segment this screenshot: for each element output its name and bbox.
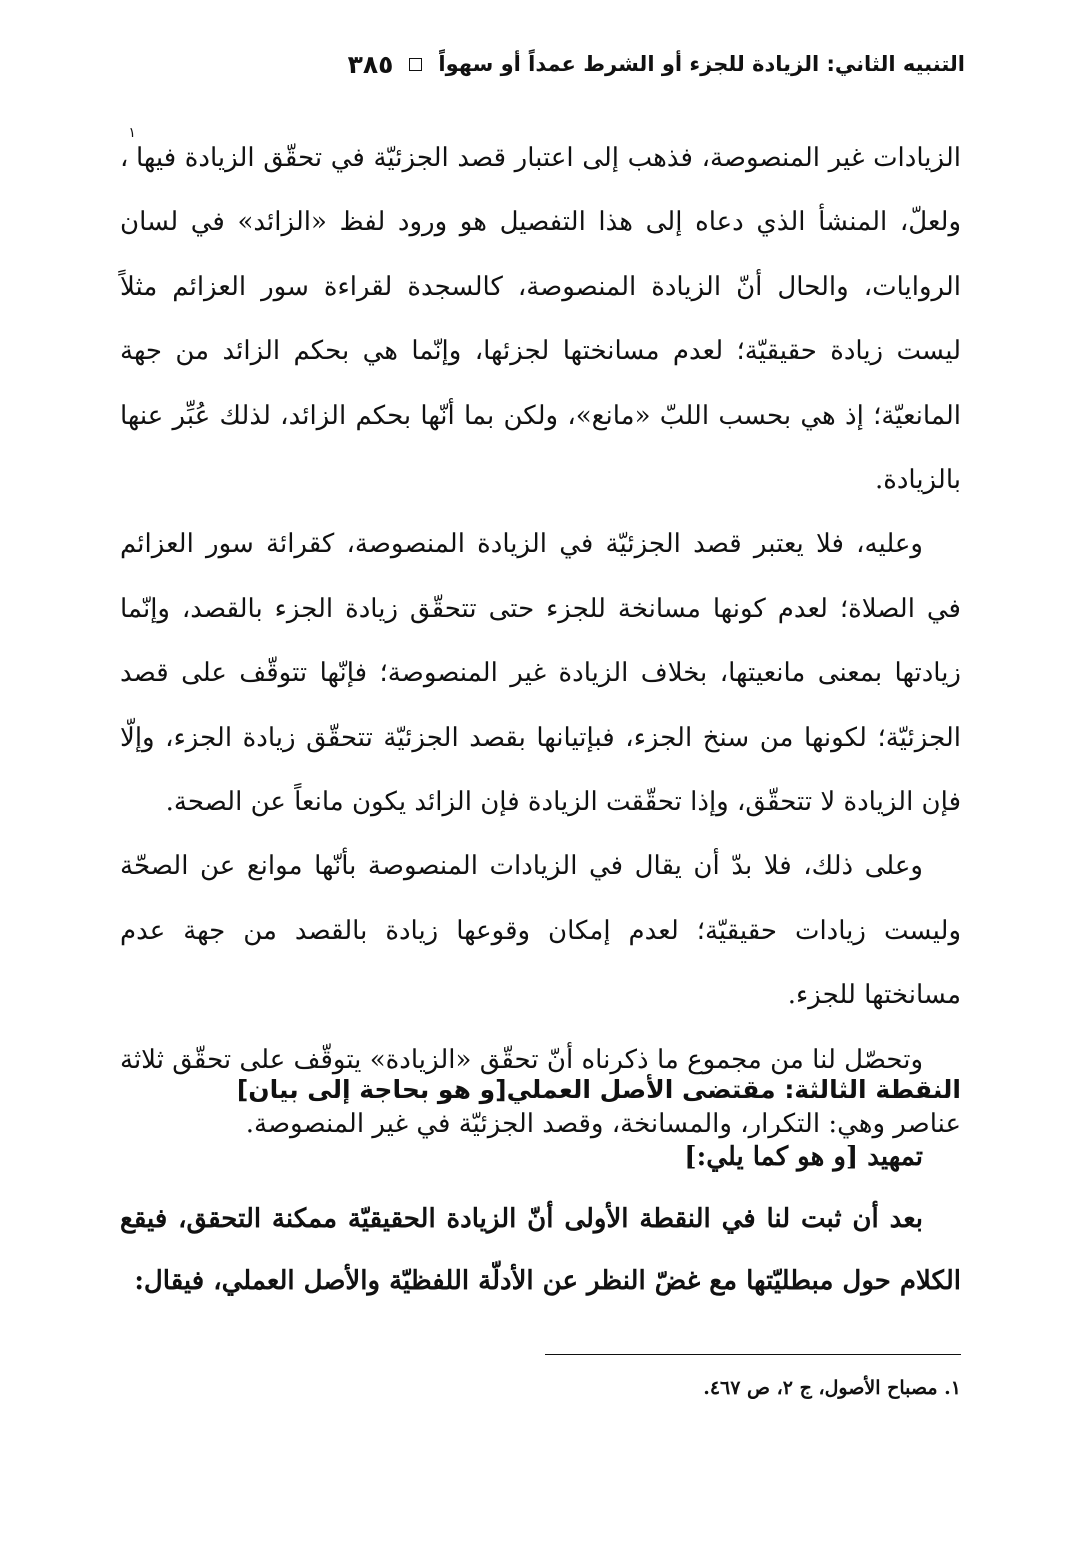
paragraph-2: وعليه، فلا يعتبر قصد الجزئيّة في الزيادة المنصوصة، كقرائة سور العزائم في الصلاة؛ لعدم كونها مسانخة للجزء حتى تتحقّق زيادة الجزء بالقصد، وإنّما زيادتها بمعنى مانعيتها، بخلاف الزيادة غير المنصوصة؛ فإنّها تتوقّف على قصد الجزئيّة؛ لكونها من سنخ الجزء، فبإتيانها بقصد الجزئيّة تتحقّق زيادة الجزء، وإلّا فإن الزيادة لا تتحقّق، وإذا تحقّقت الزيادة فإن الزائد يكون مانعاً عن الصحة. xyxy=(120,529,961,818)
running-header xyxy=(120,44,965,84)
square-ornament-icon xyxy=(409,58,422,71)
section-paragraph: بعد أن ثبت لنا في النقطة الأولى أنّ الزيادة الحقيقيّة ممكنة التحقق، فيقع الكلام حول مبطليّتها مع غضّ النظر عن الأدلّة اللفظيّة والأصل العملي، فيقال: xyxy=(120,1204,961,1296)
paragraph-1-tail: ، ولعلّ، المنشأ الذي دعاه إلى هذا التفصيل هو ورود لفظ «الزائد» في لسان الروايات، والحال أنّ الزيادة المنصوصة، كالسجدة لقراءة سور العزائم مثلاً ليست زيادة حقيقيّة؛ لعدم مسانختها لجزئها، وإنّما هي بحكم الزائد من جهة المانعيّة؛ إذ هي بحسب اللبّ «مانع»، ولكن بما أنّها بحكم الزائد، لذلك عُبِّر عنها بالزيادة. xyxy=(120,143,962,496)
section-subheading: تمهيد [و هو كما يلي:] xyxy=(684,1142,923,1172)
section-heading xyxy=(120,1066,961,1114)
footnote-divider xyxy=(545,1354,961,1355)
footnote-reference[interactable]: ١ xyxy=(128,125,136,141)
page-number: ٣٨٥ xyxy=(347,49,394,79)
footnote: ١. مصباح الأصول، ج ٢، ص ٤٦٧. xyxy=(703,1377,961,1399)
paragraph-4: وتحصّل لنا من مجموع ما ذكرناه أنّ تحقّق «الزيادة» يتوقّف على تحقّق ثلاثة عناصر وهي: التكرار، والمسانخة، وقصد الجزئيّة في غير المنصوصة. xyxy=(120,1044,961,1140)
paragraph-1 xyxy=(120,126,961,512)
paragraph-3: وعلى ذلك، فلا بدّ أن يقال في الزيادات المنصوصة بأنّها موانع عن الصحّة وليست زيادات حقيقيّة؛ لعدم إمكان وقوعها زيادة بالقصد من جهة عدم مسانختها للجزء. xyxy=(120,851,962,1011)
section-heading-title: مقتضى الأصل العملي[و هو بحاجة إلى بيان] xyxy=(236,1075,785,1104)
section-body xyxy=(120,1126,961,1312)
section-heading-label: النقطة الثالثة: xyxy=(784,1075,961,1104)
header-title: التنبيه الثاني: الزيادة للجزء أو الشرط عمداً أو سهواً xyxy=(438,52,965,76)
body-text xyxy=(120,126,961,1157)
paragraph-1-text: الزيادات غير المنصوصة، فذهب إلى اعتبار قصد الجزئيّة في تحقّق الزيادة فيها xyxy=(135,143,961,173)
